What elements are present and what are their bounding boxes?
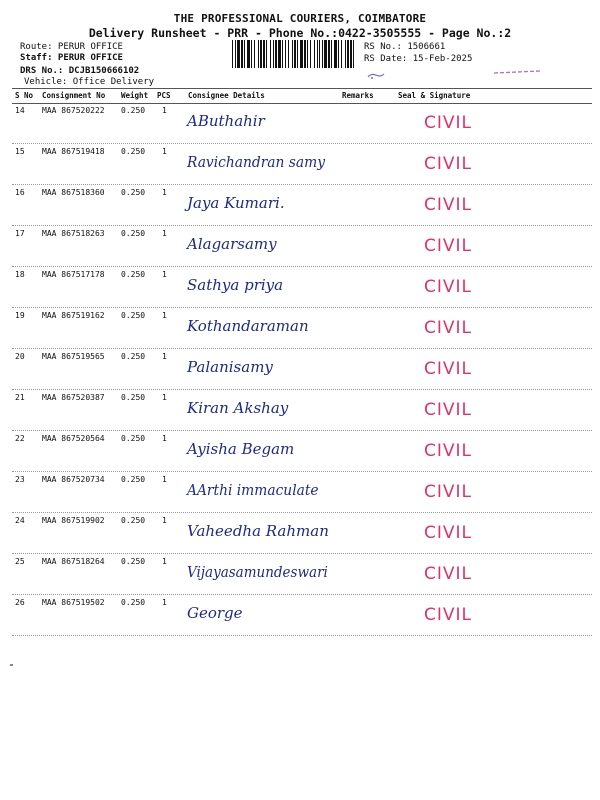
row-consignment: MAA 867517178	[42, 270, 105, 279]
seal-signature: CIVIL	[424, 564, 472, 584]
row-weight: 0.250	[121, 598, 146, 607]
row-consignment: MAA 867518360	[42, 188, 105, 197]
table-row	[12, 348, 592, 390]
route-label: Route: PERUR OFFICE	[20, 42, 123, 52]
table-row	[12, 430, 592, 472]
barcode-bar	[278, 40, 281, 68]
row-sno: 25	[15, 557, 25, 566]
consignee-handwritten-name: Ravichandran samy	[187, 153, 325, 171]
row-pcs: 1	[162, 270, 167, 279]
row-consignment: MAA 867519502	[42, 598, 105, 607]
barcode-bar	[297, 40, 298, 68]
row-pcs: 1	[162, 147, 167, 156]
row-pcs: 1	[162, 311, 167, 320]
row-sno: 16	[15, 188, 25, 197]
table-row	[12, 389, 592, 431]
row-consignment: MAA 867520564	[42, 434, 105, 443]
seal-signature: CIVIL	[424, 482, 472, 502]
barcode-bar	[347, 40, 349, 68]
barcode-bar	[260, 40, 262, 68]
row-consignment: MAA 867519565	[42, 352, 105, 361]
barcode-bar	[341, 40, 342, 68]
row-weight: 0.250	[121, 229, 146, 238]
seal-signature: CIVIL	[424, 195, 472, 215]
row-weight: 0.250	[121, 147, 146, 156]
row-sno: 22	[15, 434, 25, 443]
barcode-bar	[317, 40, 318, 68]
barcode-bar	[254, 40, 255, 68]
barcode-bar	[353, 40, 354, 68]
barcode-bar	[273, 40, 274, 68]
barcode-bar	[282, 40, 283, 68]
consignee-handwritten-name: Ayisha Begam	[187, 440, 295, 458]
row-consignment: MAA 867518263	[42, 229, 105, 238]
col-weight: Weight	[121, 91, 149, 100]
consignee-handwritten-name: AArthi immaculate	[187, 481, 319, 499]
barcode-bar	[288, 40, 289, 68]
row-consignment: MAA 867519418	[42, 147, 105, 156]
vehicle-label: Vehicle: Office Delivery	[24, 77, 155, 87]
rs-number: RS No.: 1506661	[364, 42, 446, 52]
row-sno: 23	[15, 475, 25, 484]
table-row	[12, 553, 592, 595]
barcode-bar	[247, 40, 250, 68]
row-pcs: 1	[162, 106, 167, 115]
barcode-bar	[310, 40, 311, 68]
row-weight: 0.250	[121, 393, 146, 402]
consignee-handwritten-name: Jaya Kumari.	[187, 194, 285, 212]
table-row	[12, 307, 592, 349]
barcode-bar	[331, 40, 332, 68]
consignee-handwritten-name: Alagarsamy	[187, 235, 277, 253]
barcode-bar	[292, 40, 293, 68]
row-sno: 19	[15, 311, 25, 320]
row-consignment: MAA 867520222	[42, 106, 105, 115]
row-consignment: MAA 867518264	[42, 557, 105, 566]
seal-signature: CIVIL	[424, 236, 472, 256]
barcode-bar	[270, 40, 271, 68]
seal-signature: CIVIL	[424, 318, 472, 338]
consignee-handwritten-name: Kothandaraman	[187, 317, 309, 335]
barcode-bar	[338, 40, 339, 68]
row-consignment: MAA 867519902	[42, 516, 105, 525]
seal-signature: CIVIL	[424, 605, 472, 625]
table-row	[12, 471, 592, 513]
row-pcs: 1	[162, 557, 167, 566]
barcode-bar	[294, 40, 296, 68]
barcode-bar	[232, 40, 233, 68]
barcode-bar	[304, 40, 306, 68]
barcode-image	[232, 40, 356, 68]
seal-signature: CIVIL	[424, 523, 472, 543]
barcode-bar	[285, 40, 286, 68]
staff-label: Staff: PERUR OFFICE	[20, 53, 123, 63]
consignee-handwritten-name: Sathya priya	[187, 276, 284, 294]
seal-signature: CIVIL	[424, 400, 472, 420]
barcode-bar	[328, 40, 330, 68]
table-row	[12, 102, 592, 144]
row-sno: 20	[15, 352, 25, 361]
table-row	[12, 143, 592, 185]
row-sno: 24	[15, 516, 25, 525]
col-seal: Seal & Signature	[398, 91, 471, 100]
barcode-bar	[244, 40, 245, 68]
row-weight: 0.250	[121, 352, 146, 361]
barcode-bar	[350, 40, 352, 68]
row-sno: 21	[15, 393, 25, 402]
runsheet-subtitle: Delivery Runsheet - PRR - Phone No.:0422-3505555 - Page No.:2	[88, 26, 512, 40]
consignee-handwritten-name: Kiran Akshay	[187, 399, 289, 417]
col-consignment: Consignment No	[42, 91, 106, 100]
table-row	[12, 184, 592, 226]
row-consignment: MAA 867519162	[42, 311, 105, 320]
row-pcs: 1	[162, 352, 167, 361]
barcode-bar	[307, 40, 308, 68]
seal-signature: CIVIL	[424, 113, 472, 133]
row-weight: 0.250	[121, 311, 146, 320]
row-sno: 14	[15, 106, 25, 115]
seal-signature: CIVIL	[424, 359, 472, 379]
row-weight: 0.250	[121, 475, 146, 484]
row-weight: 0.250	[121, 188, 146, 197]
col-remarks: Remarks	[342, 91, 374, 100]
col-consignee: Consignee Details	[188, 91, 265, 100]
row-pcs: 1	[162, 188, 167, 197]
barcode-bar	[300, 40, 303, 68]
stray-mark	[10, 664, 13, 666]
row-sno: 15	[15, 147, 25, 156]
barcode-bar	[263, 40, 265, 68]
seal-signature: CIVIL	[424, 154, 472, 174]
seal-signature: CIVIL	[424, 277, 472, 297]
barcode-bar	[258, 40, 259, 68]
table-row	[12, 225, 592, 267]
consignee-handwritten-name: Vaheedha Rahman	[187, 522, 329, 540]
barcode-bar	[237, 40, 240, 68]
rs-date: RS Date: 15-Feb-2025	[364, 54, 473, 64]
consignee-handwritten-name: Vijayasamundeswari	[187, 563, 328, 581]
row-weight: 0.250	[121, 557, 146, 566]
pen-scribble	[364, 68, 546, 82]
row-pcs: 1	[162, 475, 167, 484]
row-consignment: MAA 867520734	[42, 475, 105, 484]
row-weight: 0.250	[121, 516, 146, 525]
row-weight: 0.250	[121, 106, 146, 115]
company-title: THE PROFESSIONAL COURIERS, COIMBATORE	[173, 12, 427, 25]
barcode-bar	[334, 40, 337, 68]
row-weight: 0.250	[121, 270, 146, 279]
row-sno: 18	[15, 270, 25, 279]
barcode-bar	[322, 40, 323, 68]
consignee-handwritten-name: Palanisamy	[187, 358, 273, 376]
row-weight: 0.250	[121, 434, 146, 443]
barcode-bar	[324, 40, 327, 68]
row-consignment: MAA 867520387	[42, 393, 105, 402]
barcode-bar	[266, 40, 267, 68]
row-pcs: 1	[162, 516, 167, 525]
table-row	[12, 594, 592, 636]
row-sno: 26	[15, 598, 25, 607]
table-row	[12, 266, 592, 308]
barcode-bar	[241, 40, 243, 68]
barcode-bar	[235, 40, 236, 68]
barcode-bar	[275, 40, 277, 68]
row-sno: 17	[15, 229, 25, 238]
consignee-handwritten-name: George	[187, 604, 243, 622]
table-row	[12, 512, 592, 554]
barcode-bar	[251, 40, 252, 68]
row-pcs: 1	[162, 393, 167, 402]
seal-signature: CIVIL	[424, 441, 472, 461]
col-sno: S No	[15, 91, 34, 100]
consignee-handwritten-name: AButhahir	[187, 112, 265, 130]
row-pcs: 1	[162, 434, 167, 443]
barcode-bar	[314, 40, 315, 68]
row-pcs: 1	[162, 229, 167, 238]
drs-number: DRS No.: DCJB150666102	[20, 66, 140, 76]
col-pcs: PCS	[157, 91, 171, 100]
barcode-bar	[319, 40, 320, 68]
row-pcs: 1	[162, 598, 167, 607]
barcode-bar	[345, 40, 346, 68]
